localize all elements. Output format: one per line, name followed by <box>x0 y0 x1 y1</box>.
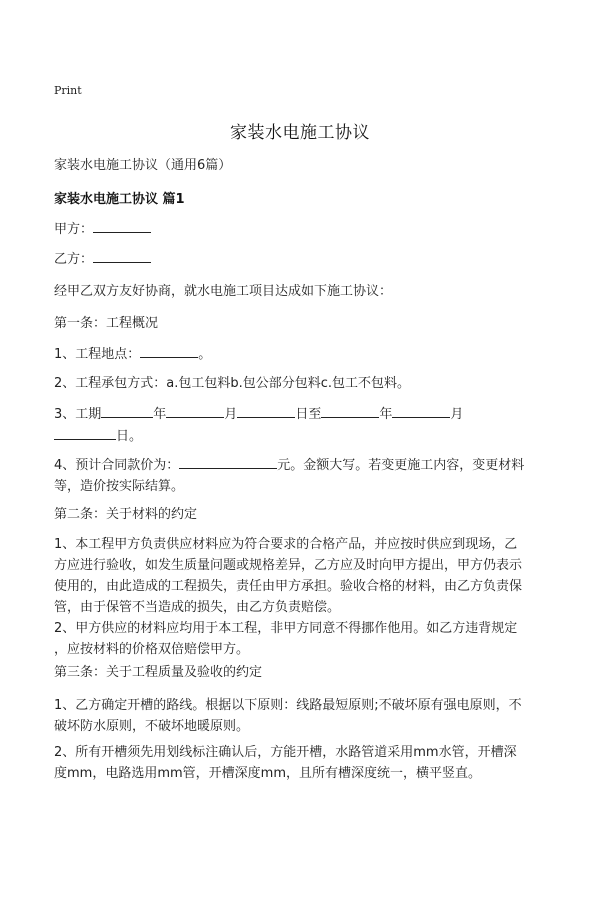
article-3-p1-row: 1、乙方确定开槽的路线。根据以下原则：线路最短原则;不破坏原有强电原则，不 <box>54 698 522 713</box>
item-1-blank <box>140 343 198 358</box>
item-3-month-2: 月 <box>450 407 464 422</box>
article-2-paragraph-1 <box>54 534 550 618</box>
party-a-line <box>54 218 550 240</box>
item-3-day-end: 日。 <box>116 429 143 444</box>
item-3-blank-6 <box>54 425 116 440</box>
article-2-p1-row: 1、本工程甲方负责供应材料应为符合要求的合格产品，并应按时供应到现场，乙 <box>54 537 518 552</box>
item-4-blank <box>179 454 277 469</box>
party-b-blank <box>93 248 151 263</box>
article-2-heading: 第二条：关于材料的约定 <box>54 507 198 522</box>
item-3-month-1: 月 <box>224 407 238 422</box>
item-3-blank-3 <box>237 403 295 418</box>
intro-paragraph: 经甲乙双方友好协商，就水电施工项目达成如下施工协议： <box>54 284 393 299</box>
item-4-rest: 元。金额大写。若变更施工内容，变更材料 <box>277 458 525 473</box>
article-1-item-1 <box>54 343 550 365</box>
party-a-label: 甲方： <box>54 222 94 237</box>
party-a-blank <box>93 218 151 233</box>
item-3-prefix: 3、工期 <box>54 407 102 422</box>
item-3-blank-2 <box>166 403 224 418</box>
item-4-prefix: 4、预计合同款价为： <box>54 458 180 473</box>
party-b-line <box>54 248 550 270</box>
document-title: 家装水电施工协议 <box>230 123 370 143</box>
article-2-p2-row: ，应按材料的价格双倍赔偿甲方。 <box>54 642 250 657</box>
article-3-p2-row: 度mm，电路选用mm管，开槽深度mm，且所有槽深度统一，横平竖直。 <box>54 766 481 781</box>
item-3-year-1: 年 <box>153 407 167 422</box>
document-subtitle: 家装水电施工协议（通用6篇） <box>54 158 232 173</box>
item-1-label: 1、工程地点： <box>54 347 141 362</box>
article-1-item-2: 2、工程承包方式：a.包工包料b.包公部分包料c.包工不包料。 <box>54 376 411 391</box>
article-2-p1-row: 方应进行验收，如发生质量问题或规格差异，乙方应及时向甲方提出，甲方仍表示 <box>54 558 523 573</box>
party-b-label: 乙方： <box>54 252 94 267</box>
article-3-p2-row: 2、所有开槽须先用划线标注确认后，方能开槽，水路管道采用mm水管，开槽深 <box>54 745 517 760</box>
item-3-year-2: 年 <box>379 407 393 422</box>
item-4-row-2: 等，造价按实际结算。 <box>54 479 185 494</box>
item-3-blank-1 <box>101 403 153 418</box>
article-1-item-3 <box>54 403 550 447</box>
article-2-p1-row: 使用的，由此造成的工程损失，责任由甲方承担。验收合格的材料，由乙方负责保 <box>54 579 523 594</box>
item-3-blank-5 <box>392 403 450 418</box>
article-3-heading: 第三条：关于工程质量及验收的约定 <box>54 665 263 680</box>
article-1-heading: 第一条：工程概况 <box>54 316 159 331</box>
article-2-p2-row: 2、甲方供应的材料应均用于本工程，非甲方同意不得挪作他用。如乙方违背规定 <box>54 621 518 636</box>
article-3-p1-row: 破坏防水原则，不破坏地暖原则。 <box>54 719 250 734</box>
article-2-paragraph-2 <box>54 618 550 660</box>
article-3-paragraph-1 <box>54 695 550 737</box>
print-link[interactable]: Print <box>54 84 82 97</box>
item-3-day-to: 日至 <box>295 407 322 422</box>
article-1-item-4 <box>54 454 550 497</box>
item-1-end: 。 <box>198 347 212 362</box>
item-4-row-1 <box>54 454 550 476</box>
article-2-p1-row: 管，由于保管不当造成的损失，由乙方负责赔偿。 <box>54 600 341 615</box>
article-3-paragraph-2 <box>54 742 550 784</box>
item-3-row-1 <box>54 403 550 425</box>
item-3-row-2 <box>54 425 550 447</box>
section-title: 家装水电施工协议 篇1 <box>54 192 185 207</box>
item-3-blank-4 <box>321 403 379 418</box>
